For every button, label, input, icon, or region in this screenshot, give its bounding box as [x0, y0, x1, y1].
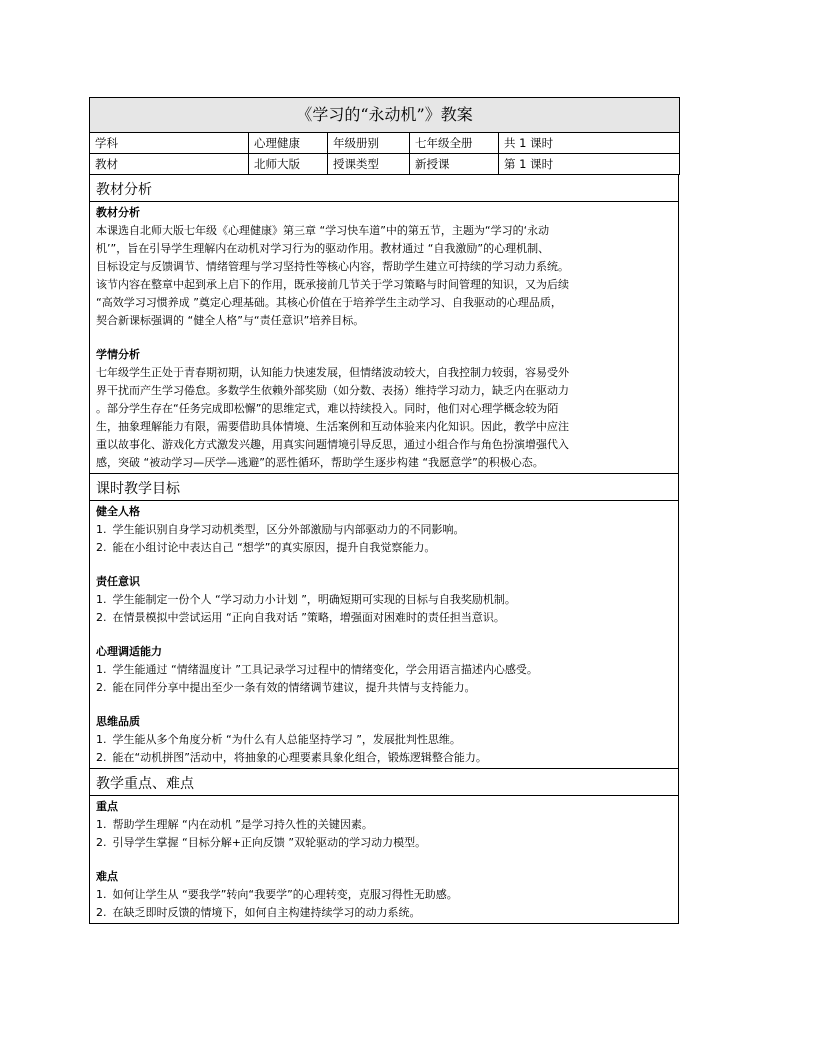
info-row-material: [90, 154, 680, 175]
list-item: [96, 539, 674, 557]
subheading-students: 学情分析: [96, 348, 140, 361]
item-number: 2.: [96, 906, 107, 919]
text-line: “高效学习习惯养成 ”奠定心理基础。其核心价值在于培养学生主动学习、自我驱动的心理品质，: [96, 296, 562, 309]
text-line: 机’”，旨在引导学生理解内在动机对学习行为的驱动作用。教材通过 “自我激励”的心理机制、: [96, 242, 550, 255]
list-item: [96, 749, 674, 767]
list-item: [96, 609, 674, 627]
item-text: 学生能识别自身学习动机类型，区分外部激励与内部驱动力的不同影响。: [112, 523, 465, 536]
item-number: 1.: [96, 733, 107, 746]
item-text: 帮助学生理解 “内在动机 ”是学习持久性的关键因素。: [112, 818, 373, 831]
item-text: 学生能制定一份个人 “学习动力小计划 ”，明确短期可实现的目标与自我奖励机制。: [112, 593, 516, 606]
info-cell: 授课类型: [328, 154, 410, 175]
item-number: 1.: [96, 888, 107, 901]
section-body: [90, 796, 678, 923]
item-text: 学生能通过 “情绪温度计 ”工具记录学习过程中的情绪变化，学会用语言描述内心感受。: [112, 663, 538, 676]
subheading-thinking: 思维品质: [96, 715, 140, 728]
item-number: 1.: [96, 663, 107, 676]
info-cell: 七年级全册: [410, 133, 499, 154]
info-cell: 共 1 课时: [499, 133, 680, 154]
text-line: 重以故事化、游戏化方式激发兴趣，用真实问题情境引导反思，通过小组合作与角色扮演增强代入: [96, 438, 569, 451]
info-cell: 学科: [90, 133, 249, 154]
material-paragraph: [96, 222, 674, 330]
item-number: 2.: [96, 836, 107, 849]
text-line: 界干扰而产生学习倦怠。多数学生依赖外部奖励（如分数、表扬）维持学习动力，缺乏内在驱动力: [96, 384, 569, 397]
key-points-section: [89, 769, 679, 924]
info-cell: 年级册别: [328, 133, 410, 154]
list-item: [96, 816, 674, 834]
text-line: 契合新课标强调的 “健全人格”与“责任意识”培养目标。: [96, 314, 365, 327]
list-item: [96, 679, 674, 697]
list-item: [96, 731, 674, 749]
section-body: [90, 501, 678, 768]
section-heading: 教材分析: [90, 175, 678, 202]
list-item: [96, 661, 674, 679]
students-paragraph: [96, 364, 674, 472]
item-text: 能在小组讨论中表达自己 “想学”的真实原因，提升自我觉察能力。: [112, 541, 436, 554]
document-title: 《学习的“永动机”》教案: [90, 98, 680, 133]
text-line: 生，抽象理解能力有限，需要借助具体情境、生活案例和互动体验来内化知识。因此，教学中应注: [96, 420, 569, 433]
item-number: 2.: [96, 751, 107, 764]
info-row-subject: [90, 133, 680, 154]
item-text: 在缺乏即时反馈的情境下，如何自主构建持续学习的动力系统。: [112, 906, 421, 919]
subheading-key: 重点: [96, 800, 118, 813]
section-heading: 教学重点、难点: [90, 769, 678, 796]
item-text: 能在同伴分享中提出至少一条有效的情绪调节建议，提升共情与支持能力。: [112, 681, 476, 694]
list-item: [96, 521, 674, 539]
info-cell: 第 1 课时: [499, 154, 680, 175]
analysis-section: [89, 175, 679, 474]
text-line: 本课选自北师大版七年级《心理健康》第三章 “学习快车道”中的第五节，主题为“学习的‘永动: [96, 224, 550, 237]
item-number: 2.: [96, 681, 107, 694]
item-text: 学生能从多个角度分析 “为什么有人总能坚持学习 ”，发展批判性思维。: [112, 733, 461, 746]
text-line: 。部分学生存在“任务完成即松懈”的思维定式，难以持续投入。同时，他们对心理学概念较为陌: [96, 402, 559, 415]
info-cell: 心理健康: [249, 133, 328, 154]
info-cell: 教材: [90, 154, 249, 175]
item-text: 在情景模拟中尝试运用 “正向自我对话 ”策略，增强面对困难时的责任担当意识。: [112, 611, 505, 624]
item-number: 2.: [96, 611, 107, 624]
info-cell: 新授课: [410, 154, 499, 175]
section-heading: 课时教学目标: [90, 474, 678, 501]
info-cell: 北师大版: [249, 154, 328, 175]
item-text: 引导学生掌握 “目标分解+正向反馈 ”双轮驱动的学习动力模型。: [112, 836, 427, 849]
item-text: 能在“动机拼图”活动中，将抽象的心理要素具象化组合，锻炼逻辑整合能力。: [112, 751, 487, 764]
text-line: 感，突破 “被动学习—厌学—逃避”的恶性循环，帮助学生逐步构建 “我愿意学”的积极心态。: [96, 456, 544, 469]
text-line: 目标设定与反馈调节、情绪管理与学习坚持性等核心内容，帮助学生建立可持续的学习动力系统。: [96, 260, 569, 273]
info-table: [89, 97, 680, 175]
item-number: 1.: [96, 523, 107, 536]
list-item: [96, 591, 674, 609]
objectives-section: [89, 474, 679, 769]
subheading-responsibility: 责任意识: [96, 575, 140, 588]
text-line: 七年级学生正处于青春期初期，认知能力快速发展，但情绪波动较大，自我控制力较弱，容易受外: [96, 366, 569, 379]
subheading-material: 教材分析: [96, 206, 140, 219]
lesson-plan-document: [89, 97, 679, 924]
item-number: 2.: [96, 541, 107, 554]
list-item: [96, 886, 674, 904]
item-number: 1.: [96, 818, 107, 831]
subheading-difficult: 难点: [96, 870, 118, 883]
subheading-personality: 健全人格: [96, 505, 140, 518]
text-line: 该节内容在整章中起到承上启下的作用，既承接前几节关于学习策略与时间管理的知识，又为后续: [96, 278, 569, 291]
item-text: 如何让学生从 “要我学”转向“我要学”的心理转变，克服习得性无助感。: [112, 888, 458, 901]
list-item: [96, 834, 674, 852]
item-number: 1.: [96, 593, 107, 606]
list-item: [96, 904, 674, 922]
section-body: [90, 202, 678, 473]
subheading-adjustment: 心理调适能力: [96, 645, 162, 658]
